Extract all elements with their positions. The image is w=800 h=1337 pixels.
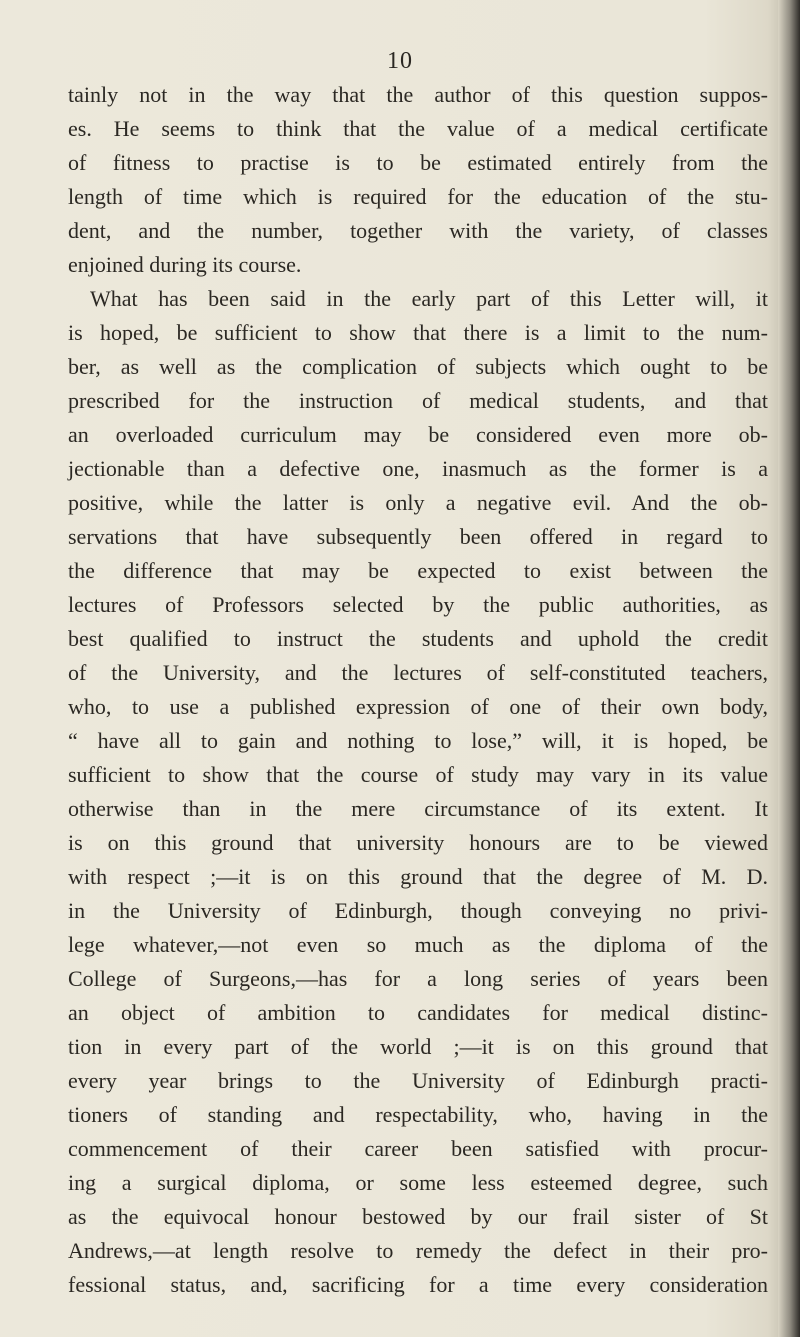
text-line: ber, as well as the complication of subjects which ought to be [68, 354, 768, 379]
text-line: tion in every part of the world ;—it is on this ground that [68, 1034, 768, 1059]
text-line: es. He seems to think that the value of a medical certificate [68, 116, 768, 141]
text-line: positive, while the latter is only a negative evil. And the ob- [68, 490, 768, 515]
text-line: as the equivocal honour bestowed by our frail sister of St [68, 1204, 768, 1229]
text-line: “ have all to gain and nothing to lose,” will, it is hoped, be [68, 728, 768, 753]
text-line: every year brings to the University of Edinburgh practi- [68, 1068, 768, 1093]
text-line: with respect ;—it is on this ground that the degree of M. D. [68, 864, 768, 889]
text-line: tioners of standing and respectability, who, having in the [68, 1102, 768, 1127]
text-line: prescribed for the instruction of medical students, and that [68, 388, 768, 413]
text-line: an object of ambition to candidates for medical distinc- [68, 1000, 768, 1025]
text-line: What has been said in the early part of this Letter will, it [90, 286, 768, 311]
text-line: College of Surgeons,—has for a long series of years been [68, 966, 768, 991]
page-number: 10 [387, 48, 413, 74]
text-line: the difference that may be expected to exist between the [68, 558, 768, 583]
text-line: commencement of their career been satisfied with procur- [68, 1136, 768, 1161]
text-line: who, to use a published expression of one of their own body, [68, 694, 768, 719]
body-text [68, 78, 768, 1302]
text-line: tainly not in the way that the author of this question suppos- [68, 82, 768, 107]
text-line: Andrews,—at length resolve to remedy the defect in their pro- [68, 1238, 768, 1263]
text-line: length of time which is required for the education of the stu- [68, 184, 768, 209]
text-line: sufficient to show that the course of study may vary in its value [68, 762, 768, 787]
text-line: lege whatever,—not even so much as the diploma of the [68, 932, 768, 957]
text-line: in the University of Edinburgh, though conveying no privi- [68, 898, 768, 923]
text-line: best qualified to instruct the students and uphold the credit [68, 626, 768, 651]
text-line: otherwise than in the mere circumstance of its extent. It [68, 796, 768, 821]
text-line: is hoped, be sufficient to show that there is a limit to the num- [68, 320, 768, 345]
text-line: of fitness to practise is to be estimated entirely from the [68, 150, 768, 175]
text-line: ing a surgical diploma, or some less esteemed degree, such [68, 1170, 768, 1195]
text-line: of the University, and the lectures of self-constituted teachers, [68, 660, 768, 685]
text-line: servations that have subsequently been offered in regard to [68, 524, 768, 549]
page-binding-edge [778, 0, 800, 1337]
text-line: jectionable than a defective one, inasmuch as the former is a [68, 456, 768, 481]
text-line: enjoined during its course. [68, 252, 302, 277]
text-line: fessional status, and, sacrificing for a time every consideration [68, 1272, 768, 1297]
text-line: is on this ground that university honours are to be viewed [68, 830, 768, 855]
text-line: an overloaded curriculum may be considered even more ob- [68, 422, 768, 447]
text-line: lectures of Professors selected by the public authorities, as [68, 592, 768, 617]
text-line: dent, and the number, together with the variety, of classes [68, 218, 768, 243]
